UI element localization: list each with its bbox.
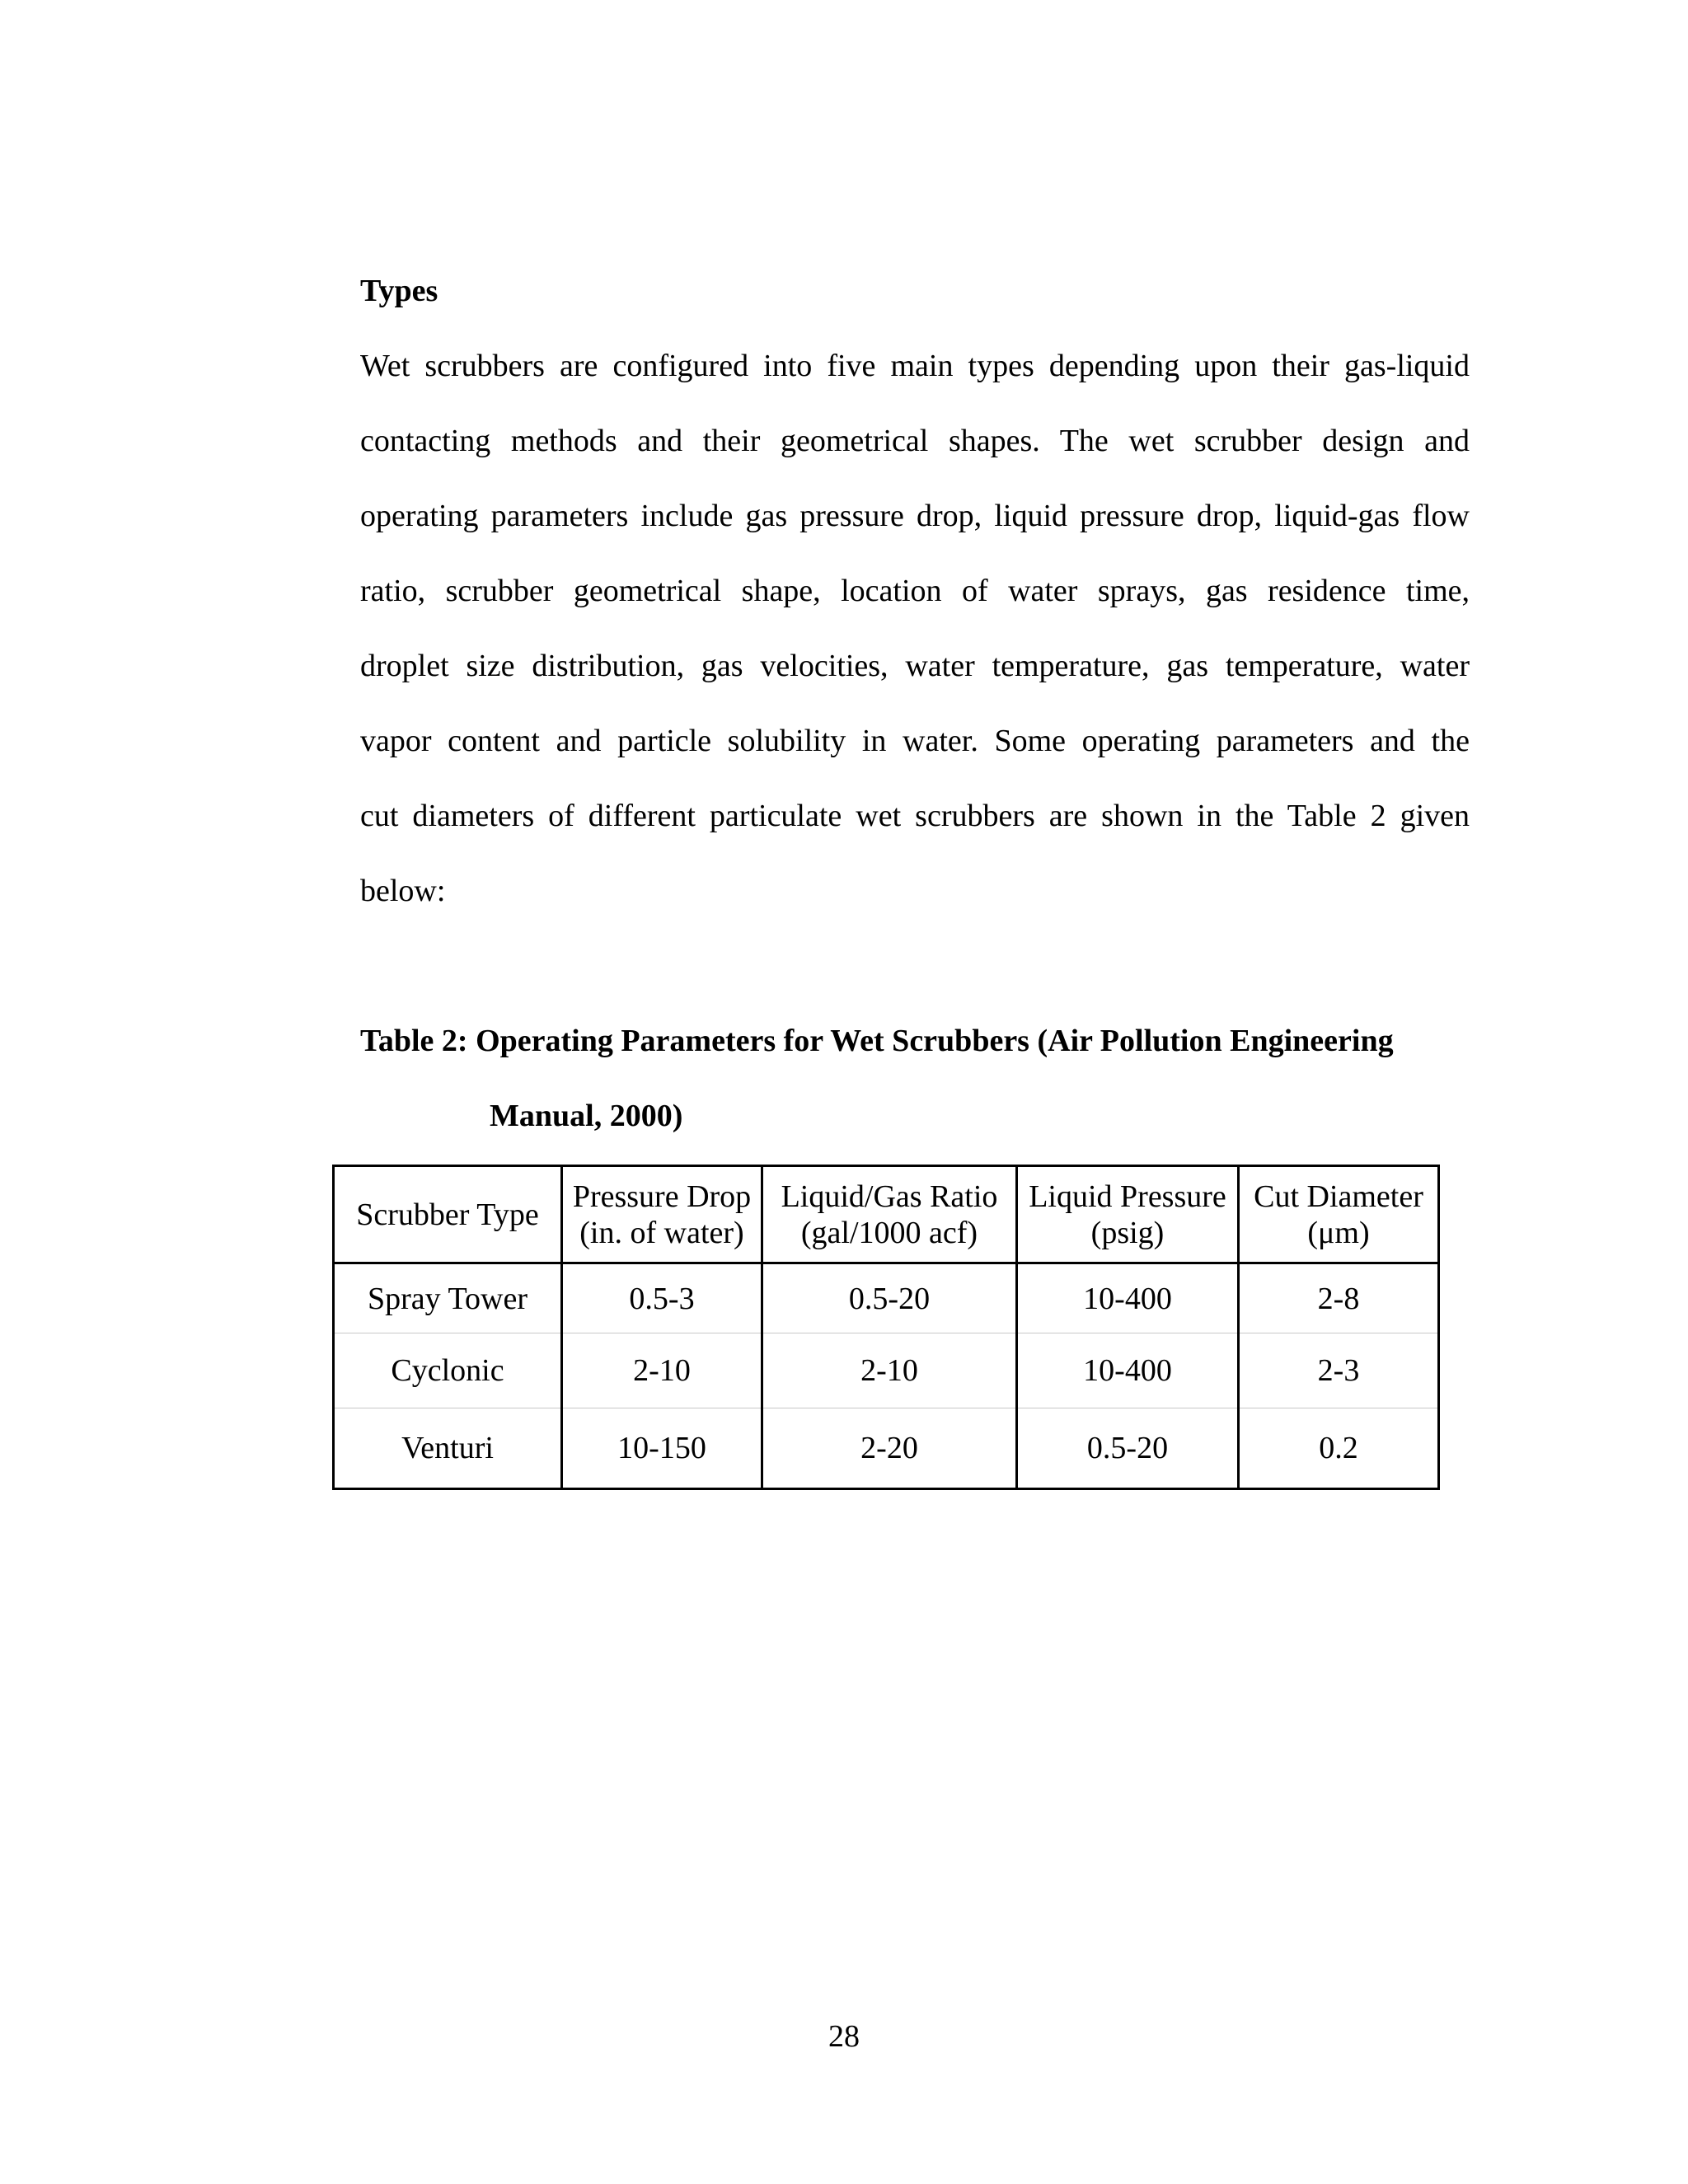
column-header-unit: (in. of water) xyxy=(579,1215,744,1250)
paragraph-line: below: xyxy=(360,874,446,908)
paragraph-line: Wet scrubbers are configured into five main types depending upon their gas-liquid xyxy=(360,349,1470,383)
table-caption-line: Table 2: Operating Parameters for Wet Scrubbers (Air Pollution Engineering xyxy=(360,1024,1394,1058)
table-cell: Venturi xyxy=(334,1408,562,1489)
column-header xyxy=(562,1166,762,1263)
column-header-label: Pressure Drop xyxy=(572,1179,752,1214)
table-cell: 0.5-3 xyxy=(562,1263,762,1333)
table-cell: Spray Tower xyxy=(334,1263,562,1333)
table-cell: Cyclonic xyxy=(334,1333,562,1408)
table-cell: 10-400 xyxy=(1017,1333,1239,1408)
table-cell: 2-3 xyxy=(1239,1333,1439,1408)
table-caption-line: Manual, 2000) xyxy=(490,1099,683,1133)
column-header-unit: (μm) xyxy=(1307,1215,1370,1250)
table-cell: 10-400 xyxy=(1017,1263,1239,1333)
table-header-row xyxy=(334,1166,1439,1263)
page-number: 28 xyxy=(828,2019,860,2054)
table-cell: 0.5-20 xyxy=(1017,1408,1239,1489)
column-header xyxy=(1239,1166,1439,1263)
table-cell: 0.5-20 xyxy=(762,1263,1017,1333)
paragraph-line: vapor content and particle solubility in water. Some operating parameters and the xyxy=(360,724,1470,758)
column-header xyxy=(1017,1166,1239,1263)
table-row xyxy=(334,1408,1439,1489)
column-header-unit: (psig) xyxy=(1090,1215,1165,1250)
column-header-label: Liquid/Gas Ratio xyxy=(781,1179,998,1214)
column-header-unit: (gal/1000 acf) xyxy=(800,1215,978,1250)
paragraph-line: droplet size distribution, gas velocities, water temperature, gas temperature, water xyxy=(360,649,1470,683)
table-cell: 2-10 xyxy=(562,1333,762,1408)
table-cell: 0.2 xyxy=(1239,1408,1439,1489)
table-cell: 2-10 xyxy=(762,1333,1017,1408)
column-header-label: Liquid Pressure xyxy=(1029,1179,1226,1214)
table-cell: 2-20 xyxy=(762,1408,1017,1489)
section-heading: Types xyxy=(360,274,438,308)
table-cell: 10-150 xyxy=(562,1408,762,1489)
table-row xyxy=(334,1333,1439,1408)
paragraph-line: ratio, scrubber geometrical shape, location of water sprays, gas residence time, xyxy=(360,574,1470,608)
paragraph-line: cut diameters of different particulate wet scrubbers are shown in the Table 2 given xyxy=(360,799,1470,833)
paragraph-line: contacting methods and their geometrical shapes. The wet scrubber design and xyxy=(360,424,1470,458)
table-cell: 2-8 xyxy=(1239,1263,1439,1333)
column-header-label: Cut Diameter xyxy=(1254,1179,1423,1214)
operating-parameters-table xyxy=(332,1165,1440,1490)
column-header xyxy=(762,1166,1017,1263)
column-header-label: Scrubber Type xyxy=(356,1197,539,1232)
table-row xyxy=(334,1263,1439,1333)
column-header xyxy=(334,1166,562,1263)
paragraph-line: operating parameters include gas pressure drop, liquid pressure drop, liquid-gas flow xyxy=(360,499,1470,533)
